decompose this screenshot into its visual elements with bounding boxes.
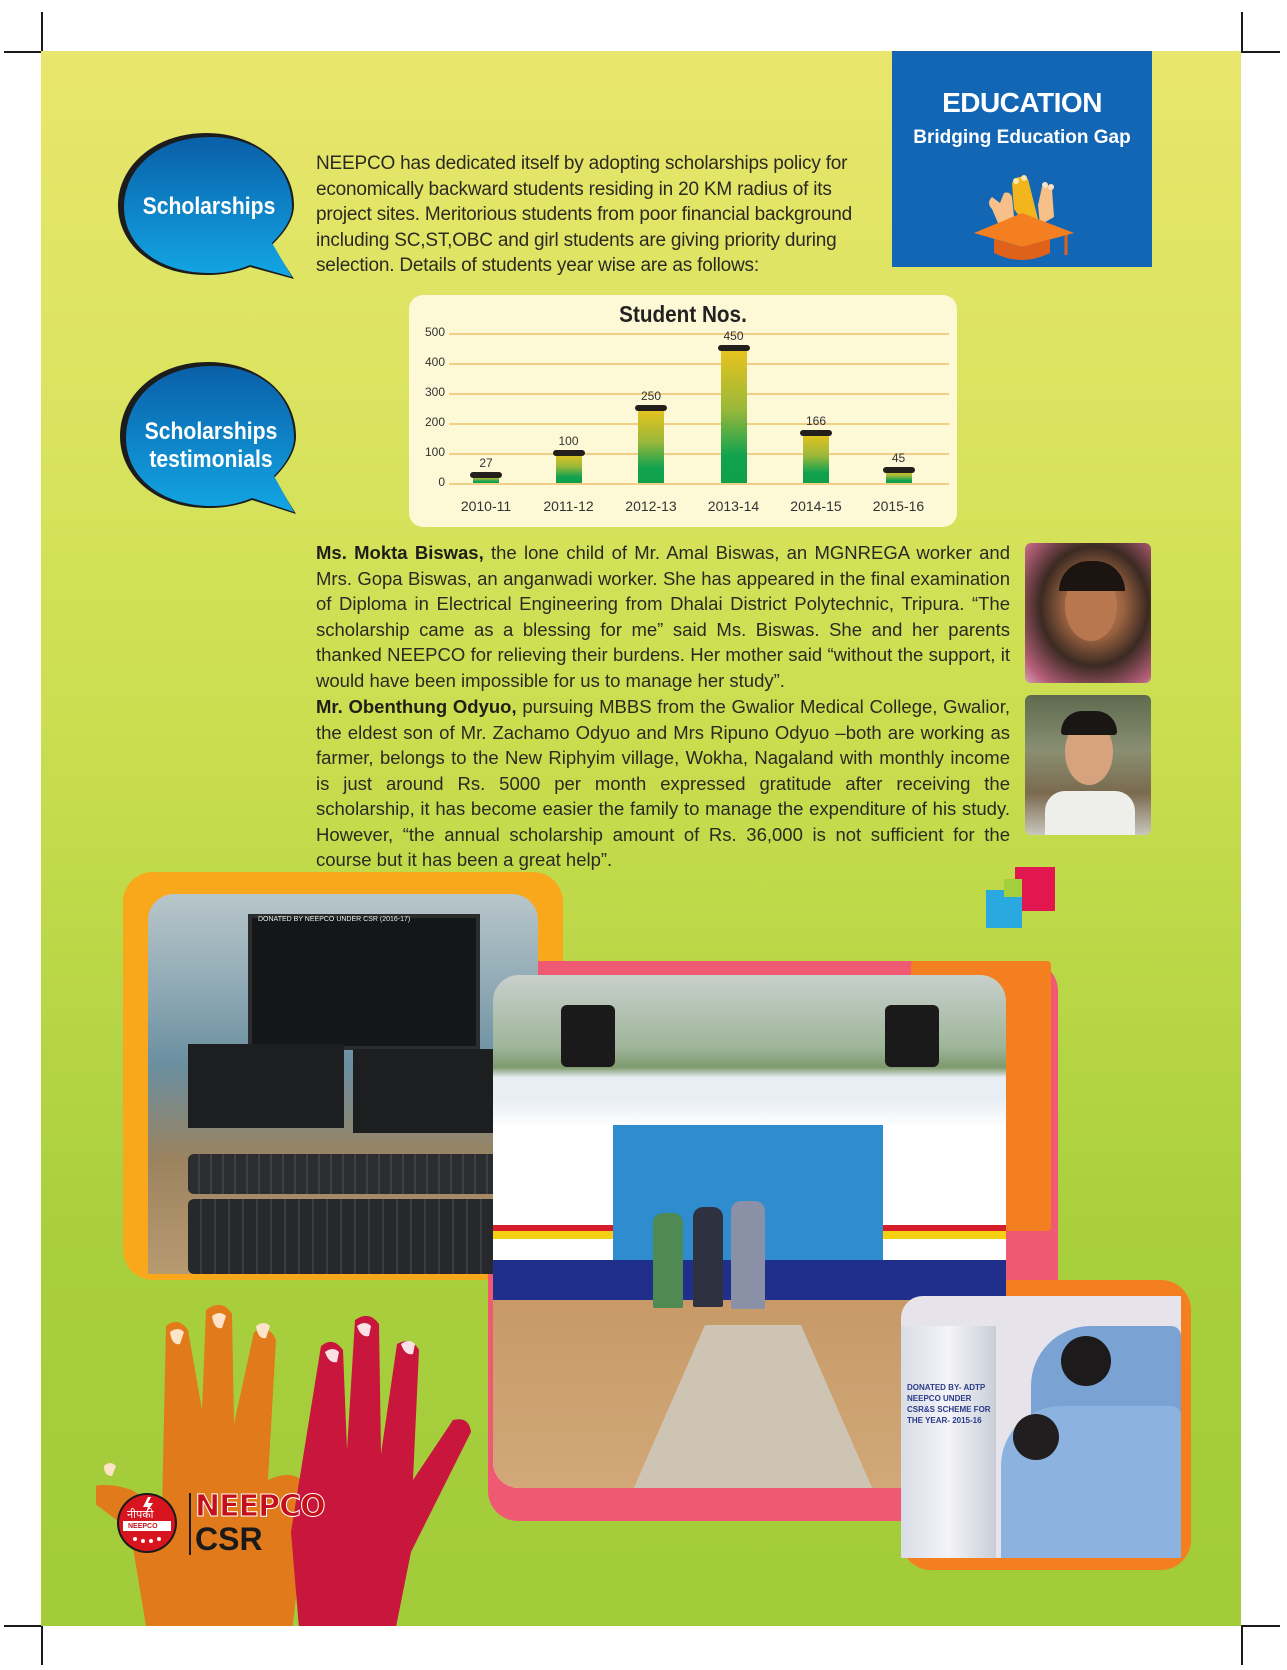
water-tank-right (885, 1005, 939, 1067)
chart-bar (721, 348, 747, 483)
testimonials-label-line1: Scholarships (144, 418, 278, 445)
chart-gridline (449, 393, 949, 395)
scholarships-label: Scholarships (142, 193, 276, 220)
y-axis-tick-label: 500 (424, 325, 445, 339)
logo-brand-text: NEEPCO (195, 1489, 325, 1524)
logo-divider (189, 1493, 191, 1555)
crop-mark (4, 1625, 43, 1627)
chart-gridline (449, 483, 949, 485)
crop-mark (1241, 1625, 1243, 1665)
y-axis-tick-label: 400 (424, 355, 445, 369)
purifier-caption: DONATED BY- ADTP NEEPCO UNDER CSR&S SCHEME FOR THE YEAR- 2015-16 (907, 1383, 991, 1425)
chart-bar (803, 433, 829, 483)
x-axis-tick-label: 2011-12 (543, 498, 594, 514)
x-axis-tick-label: 2012-13 (625, 498, 677, 514)
y-axis-tick-label: 200 (424, 415, 445, 429)
keyboard-2 (188, 1199, 508, 1274)
keyboard-1 (188, 1154, 508, 1194)
y-axis-tick-label: 300 (424, 385, 445, 399)
category-subtitle: Bridging Education Gap (913, 127, 1131, 148)
logo-hindi-text: नीपको (127, 1508, 154, 1521)
child-1 (653, 1213, 683, 1308)
portrait-photo-mokta-biswas (1025, 543, 1151, 683)
monitor-caption: DONATED BY NEEPCO UNDER CSR (2016-17) (258, 916, 411, 923)
chart-bar (473, 475, 499, 483)
intro-paragraph: NEEPCO has dedicated itself by adopting scholarships policy for economically backward students residing in 20 KM radius of its project sites. Meritorious students from poor financial background including SC,ST,OBC and girl students are giving priority during selection. Details of students year wise are as follows: (316, 153, 852, 276)
bar-cap (553, 450, 585, 456)
bar-cap (800, 430, 832, 436)
crop-mark (4, 51, 43, 53)
chart-gridline (449, 363, 949, 365)
chart-bar (556, 453, 582, 483)
bar-value-label: 450 (723, 329, 744, 343)
chart-gridline (449, 333, 949, 335)
y-axis-tick-label: 100 (424, 445, 445, 459)
student-head (1061, 1336, 1111, 1386)
logo-csr-text: CSR (195, 1521, 263, 1557)
testimonial-1-name: Ms. Mokta Biswas, (316, 542, 484, 563)
testimonial-2 (316, 694, 1010, 873)
stripe-yellow (493, 1231, 613, 1239)
student-head (1013, 1414, 1059, 1460)
stripe-yellow (883, 1231, 1006, 1239)
chart-bar (638, 408, 664, 483)
bar-value-label: 100 (558, 434, 579, 448)
child-2 (693, 1207, 723, 1307)
bar-cap (883, 467, 915, 473)
bar-value-label: 45 (891, 450, 906, 465)
x-axis-tick-label: 2014-15 (790, 498, 842, 514)
neepco-csr-logo (115, 1483, 325, 1563)
bar-cap (635, 405, 667, 411)
chart-gridline (449, 423, 949, 425)
scholarships-bubble (114, 127, 294, 277)
portrait-hair (1061, 711, 1117, 735)
testimonials-label (136, 418, 286, 474)
y-axis-tick-label: 0 (438, 475, 445, 489)
photo-donated-computer (148, 894, 538, 1274)
bar-cap (470, 472, 502, 478)
chart-bar (886, 470, 912, 484)
testimonial-1-text: the lone child of Mr. Amal Biswas, an MGNREGA worker and Mrs. Gopa Biswas, an anganwadi worker. She has appeared in the final examination of Diploma in Electrical Engineering from Dhalai District Polytechnic, Tripura. “The scholarship came as a blessing for me” said Ms. Biswas. She and her parents thanked NEEPCO for relieving their burdens. Her mother said “without the support, it would have been impossible for us to manage her study”. (316, 542, 1010, 691)
category-title: EDUCATION (942, 87, 1102, 118)
crop-mark (1241, 12, 1243, 52)
chart-title: Student Nos. (619, 301, 747, 327)
portrait-photo-obenthung-odyuo (1025, 695, 1151, 835)
testimonial-2-name: Mr. Obenthung Odyuo, (316, 696, 517, 717)
hands-graduation-cap-icon (970, 169, 1080, 264)
crop-mark (41, 12, 43, 52)
portrait-hair (1059, 561, 1125, 591)
crop-mark (41, 1625, 43, 1665)
decor-square-green (1004, 879, 1022, 897)
bar-value-label: 166 (805, 414, 827, 429)
purifier-tank (901, 1326, 996, 1558)
x-axis-tick-label: 2013-14 (707, 498, 760, 514)
logo-emblem-text: NEEPCO (128, 1523, 158, 1530)
testimonials-label-line2: testimonials (149, 446, 273, 473)
x-axis-tick-label: 2010-11 (460, 498, 512, 514)
monitor (248, 914, 480, 1050)
bar-cap (718, 345, 750, 351)
photo-water-purifier (901, 1296, 1181, 1558)
x-axis-tick-label: 2015-16 (872, 498, 925, 514)
education-header-box (892, 51, 1152, 267)
red-hand-illustration (281, 1306, 501, 1626)
ups-box-right (353, 1049, 493, 1133)
crop-mark (1241, 51, 1280, 53)
testimonial-1 (316, 540, 1010, 693)
testimonials-bubble (116, 356, 296, 506)
student-numbers-chart (409, 295, 957, 527)
ups-box-left (188, 1044, 344, 1128)
bar-value-label: 27 (479, 455, 493, 470)
bar-value-label: 250 (640, 389, 662, 403)
crop-mark (1241, 1625, 1280, 1627)
brochure-page (41, 51, 1241, 1626)
water-tank-left (561, 1005, 615, 1067)
testimonial-2-text: pursuing MBBS from the Gwalior Medical College, Gwalior, the eldest son of Mr. Zachamo Odyuo and Mrs Ripuno Odyuo –both are working as farmer, belongs to the New Riphyim village, Wokha, Nagaland with monthly income is just around Rs. 5000 per month expressed gratitude after receiving the scholarship, it has become easier the family to manage the expenditure of his study. However, “the annual scholarship amount of Rs. 36,000 is not sufficient for the course but it has been a great help”. (316, 696, 1011, 870)
child-3 (731, 1201, 765, 1309)
portrait-coat (1045, 791, 1135, 835)
